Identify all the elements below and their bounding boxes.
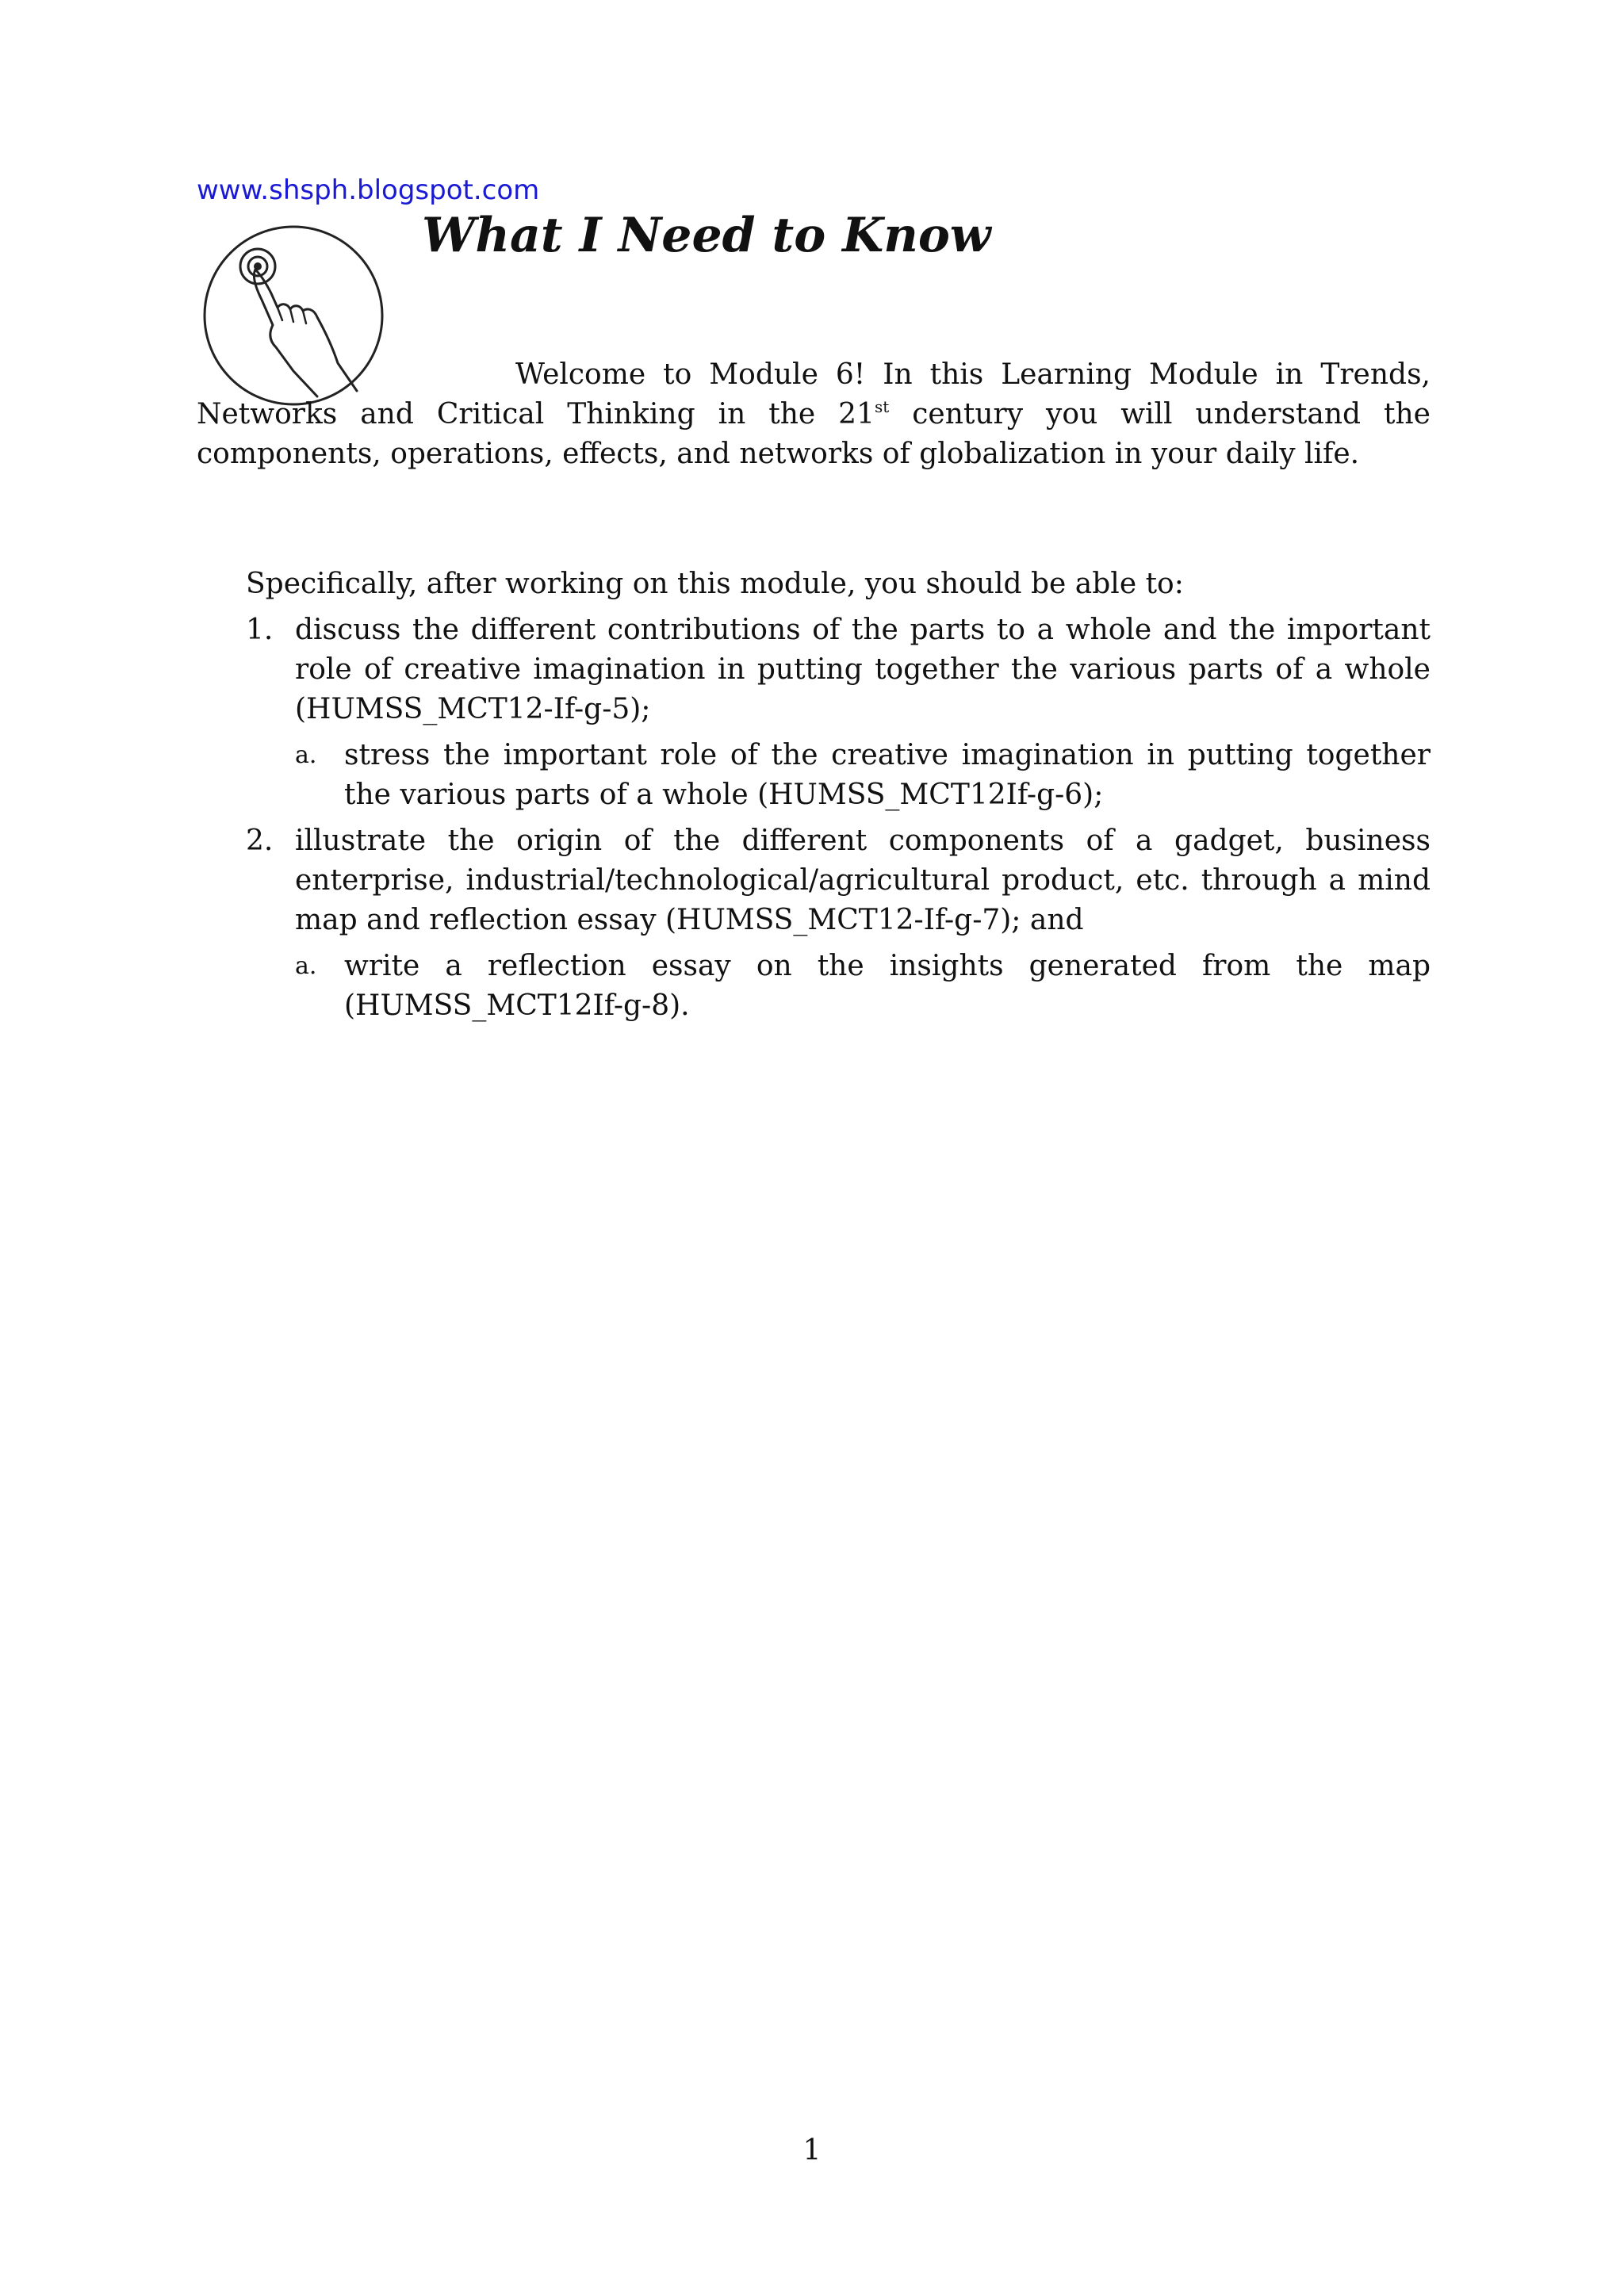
intro-text-part2: century you will understand the components, operations, effects, and networks of globalization in your daily life.	[197, 398, 1431, 470]
intro-text-part1: Welcome to Module 6! In this Learning Module in Trends, Networks and Critical Thinking in the 21	[197, 358, 1431, 430]
page-number: 1	[802, 2134, 822, 2167]
section-title: What I Need to Know	[422, 208, 991, 263]
sub-objective-item	[246, 947, 1431, 1026]
sub-objective-letter: a.	[295, 741, 317, 769]
intro-superscript: st	[874, 397, 890, 416]
site-url-link[interactable]: www.shsph.blogspot.com	[197, 174, 540, 206]
sub-objective-item	[246, 736, 1431, 815]
objective-number: 1.	[246, 614, 274, 646]
sub-objective-letter: a.	[295, 952, 317, 980]
sub-objective-text: stress the important role of the creative imagination in putting together the various parts of a whole (HUMSS_MCT12If-g-6);	[344, 739, 1431, 811]
objectives-lead: Specifically, after working on this module, you should be able to:	[246, 568, 1184, 600]
objectives-list	[246, 564, 1431, 1032]
objective-item	[246, 610, 1431, 729]
objective-item	[246, 821, 1431, 940]
objective-text: discuss the different contributions of the parts to a whole and the important role of creative imagination in putting together the various parts of a whole (HUMSS_MCT12-If-g-5);	[295, 614, 1431, 725]
sub-objective-text: write a reflection essay on the insights generated from the map (HUMSS_MCT12If-g-8).	[344, 950, 1431, 1022]
objective-text: illustrate the origin of the different components of a gadget, business enterprise, industrial/technological/agricultural product, etc. through a mind map and reflection essay (HUMSS_MCT12-If-g-7); and	[295, 825, 1431, 936]
intro-paragraph	[197, 355, 1431, 474]
objective-number: 2.	[246, 825, 274, 857]
